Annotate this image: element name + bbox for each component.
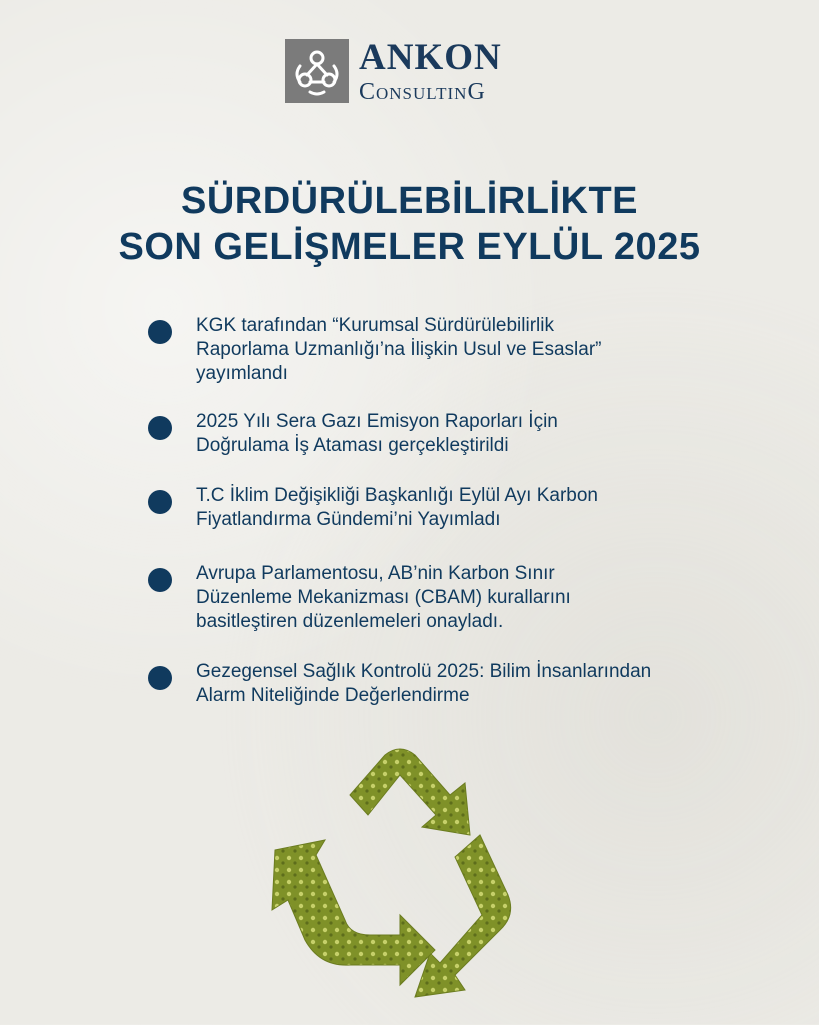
bullet-icon [148,416,172,440]
page-title [0,178,819,270]
list-item-text: T.C İklim Değişikliği Başkanlığı Eylül Ayı Karbon Fiyatlandırma Gündemi’ni Yayımladı [196,485,598,530]
list-item-text: Gezegensel Sağlık Kontrolü 2025: Bilim İnsanlarından Alarm Niteliğinde Değerlendirme [196,661,652,706]
list-item-text: 2025 Yılı Sera Gazı Emisyon Raporları İçin Doğrulama İş Ataması gerçekleştirildi [196,411,558,456]
brand-logo [285,38,502,104]
brand-subtitle: ConsultinG [359,78,486,105]
recycle-icon [250,735,550,1020]
title-line-1: SÜRDÜRÜLEBİLİRLİKTE [180,180,639,222]
bullet-icon [148,666,172,690]
knot-emblem-icon [285,39,349,103]
brand-name: ANKON [359,36,502,78]
bullet-icon [148,490,172,514]
brand-text [359,36,502,105]
list-item-text: KGK tarafından “Kurumsal Sürdürülebilirlik Raporlama Uzmanlığı’na İlişkin Usul ve Esaslar” yayımlandı [196,315,602,384]
bullet-icon [148,320,172,344]
list-item-text: Avrupa Parlamentosu, AB’nin Karbon Sınır Düzenleme Mekanizması (CBAM) kurallarını basitleştiren düzenlemeleri onayladı. [196,563,571,632]
bullet-icon [148,568,172,592]
title-line-2: SON GELİŞMELER EYLÜL 2025 [118,226,701,268]
